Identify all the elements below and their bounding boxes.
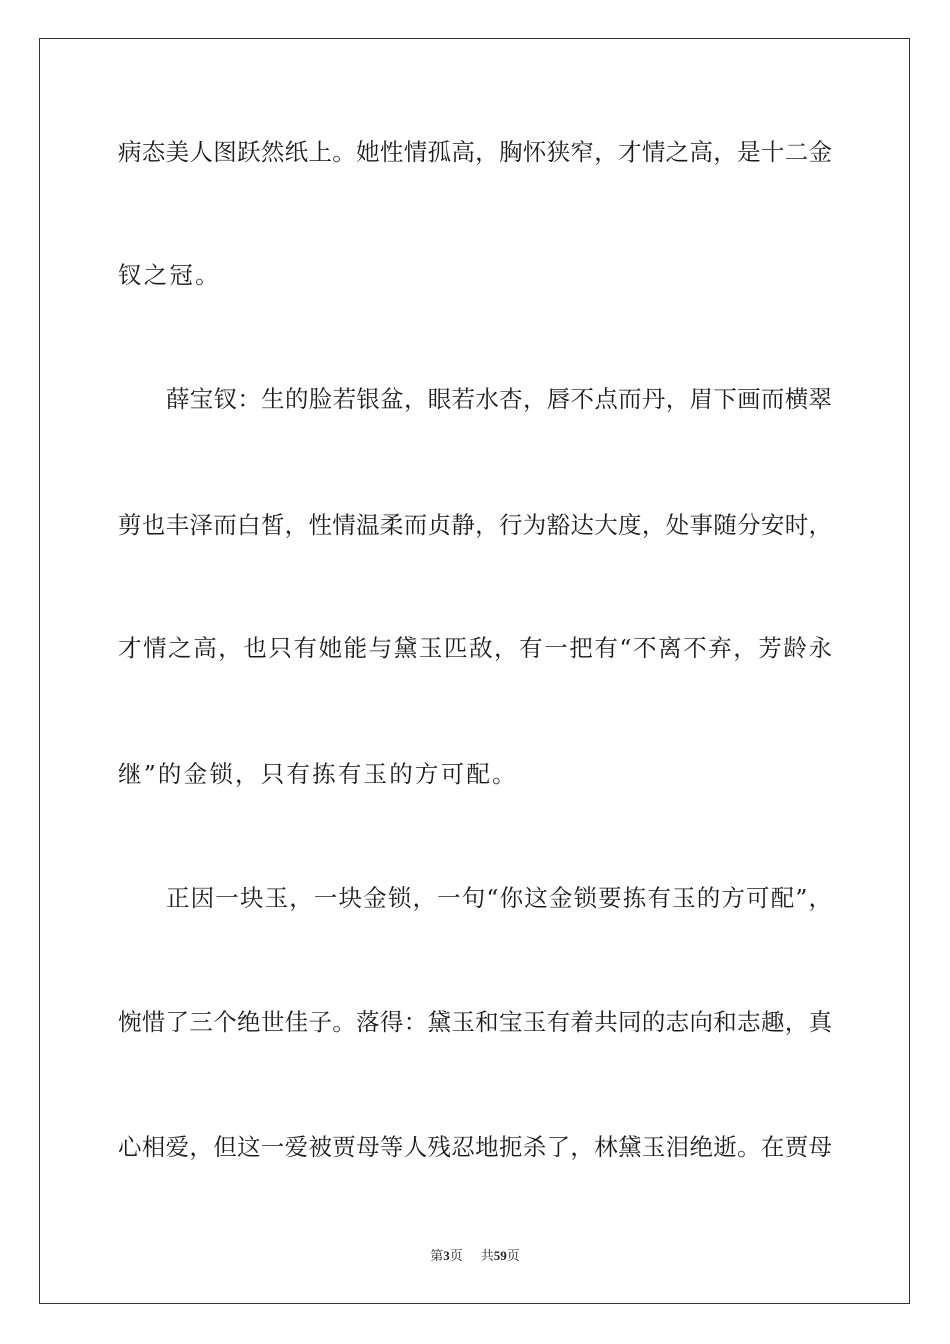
text-line: 正因一块玉，一块金锁，一句“你这金锁要拣有玉的方可配”， xyxy=(166,884,832,912)
total-suffix: 页 xyxy=(506,1249,520,1264)
text-line: 才情之高，也只有她能与黛玉匹敌，有一把有“不离不弃，芳龄永 xyxy=(118,634,832,662)
page-border xyxy=(39,38,910,1304)
page-footer xyxy=(0,1247,950,1266)
page-suffix: 页 xyxy=(449,1249,463,1264)
text-line: 薛宝钗：生的脸若银盆，眼若水杏，唇不点而丹，眉下画而横翠 xyxy=(166,385,832,413)
text-line: 继”的金锁，只有拣有玉的方可配。 xyxy=(118,760,518,788)
text-line: 病态美人图跃然纸上。她性情孤高，胸怀狭窄，才情之高，是十二金 xyxy=(118,138,832,166)
text-line: 心相爱，但这一爱被贾母等人残忍地扼杀了，林黛玉泪绝逝。在贾母 xyxy=(118,1133,832,1161)
text-line: 剪也丰泽而白皙，性情温柔而贞静，行为豁达大度，处事随分安时， xyxy=(118,511,832,539)
total-prefix: 共 xyxy=(480,1249,494,1264)
page-number: 3 xyxy=(443,1248,450,1263)
text-line: 惋惜了三个绝世佳子。落得：黛玉和宝玉有着共同的志向和志趣，真 xyxy=(118,1008,832,1036)
total-pages: 59 xyxy=(493,1248,507,1263)
text-line: 钗之冠。 xyxy=(118,261,221,289)
page-prefix: 第 xyxy=(430,1249,444,1264)
